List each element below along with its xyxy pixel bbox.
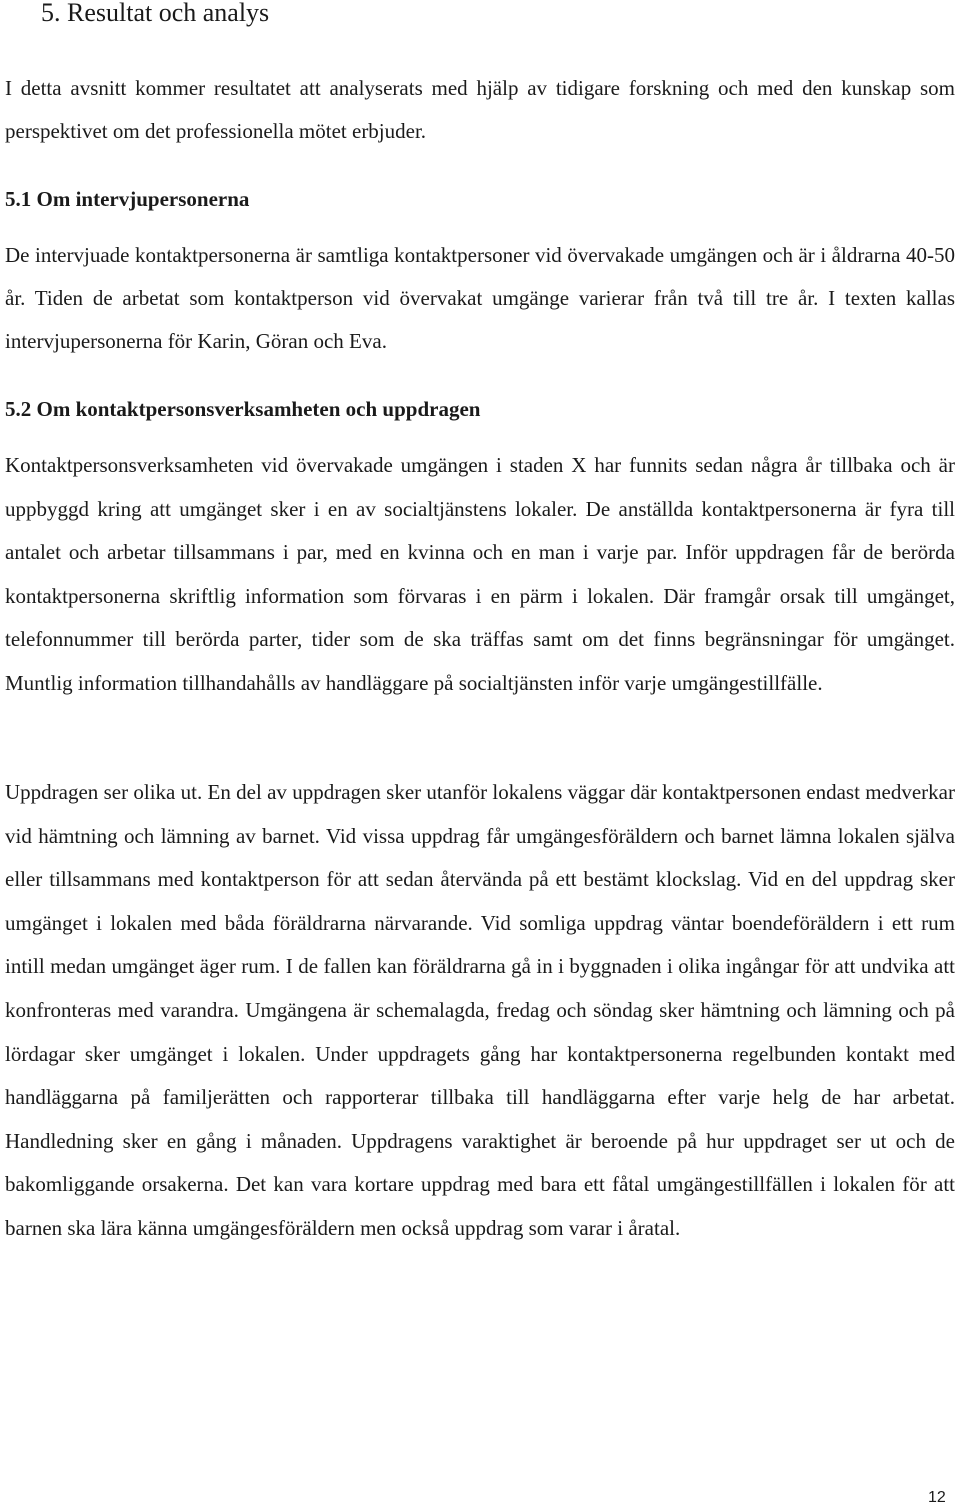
section-5-2-paragraph-1: Kontaktpersonsverksamheten vid övervakade umgängen i staden X har funnits sedan några år tillbaka och är uppbyggd kring att umgänget sker i en av socialtjänstens lokaler. De anställda kontaktpersonerna är fyra till antalet och arbetar tillsammans i par, med en kvinna och en man i varje par. Inför uppdragen får de berörda kontaktpersonerna skriftlig information som förvaras i en pärm i lokalen. Där framgår orsak till umgänget, telefonnummer till berörda parter, tider som de ska träffas samt om det finns begränsningar för umgänget. Muntlig information tillhandahålls av handläggare på socialtjänsten inför varje umgängestillfälle. [5, 453, 955, 695]
section-heading-5-2: 5.2 Om kontaktpersonsverksamheten och uppdragen [5, 397, 481, 421]
section-5-1-paragraph: De intervjuade kontaktpersonerna är samtliga kontaktpersoner vid övervakade umgängen och är i åldrarna 40-50 år. Tiden de arbetat som kontaktperson vid övervakat umgänge varierar från två till tre år. I texten kallas intervjupersonerna för Karin, Göran och Eva. [5, 243, 955, 353]
section-5-2-paragraph-2: Uppdragen ser olika ut. En del av uppdragen sker utanför lokalens väggar där kontaktpersonen endast medverkar vid hämtning och lämning av barnet. Vid vissa uppdrag får umgängesföräldern och barnet lämna lokalen själva eller tillsammans med kontaktperson för att sedan återvända på ett bestämt klockslag. Vid en del uppdrag sker umgänget i lokalen med båda föräldrarna närvarande. Vid somliga uppdrag väntar boendeföräldern i ett rum intill medan umgänget äger rum. I de fallen kan föräldrarna gå in i byggnaden i olika ingångar för att undvika att konfronteras med varandra. Umgängena är schemalagda, fredag och söndag sker hämtning och lämning och på lördagar sker umgänget i lokalen. Under uppdragets gång har kontaktpersonerna regelbunden kontakt med handläggarna på familjerätten och rapporterar tillbaka till handläggarna efter varje helg de har arbetat. Handledning sker en gång i månaden. Uppdragens varaktighet är beroende på hur uppdraget ser ut och de bakomliggande orsakerna. Det kan vara kortare uppdrag med bara ett fåtal umgängestillfällen i lokalen för att barnen ska lära känna umgängesföräldern men också uppdrag som varar i åratal. [5, 780, 955, 1240]
intro-paragraph: I detta avsnitt kommer resultatet att analyserats med hjälp av tidigare forskning och med den kunskap som perspektivet om det professionella mötet erbjuder. [5, 76, 955, 143]
page-number: 12 [928, 1489, 946, 1506]
section-heading-5-1: 5.1 Om intervjupersonerna [5, 187, 250, 211]
chapter-title: 5. Resultat och analys [41, 0, 270, 27]
